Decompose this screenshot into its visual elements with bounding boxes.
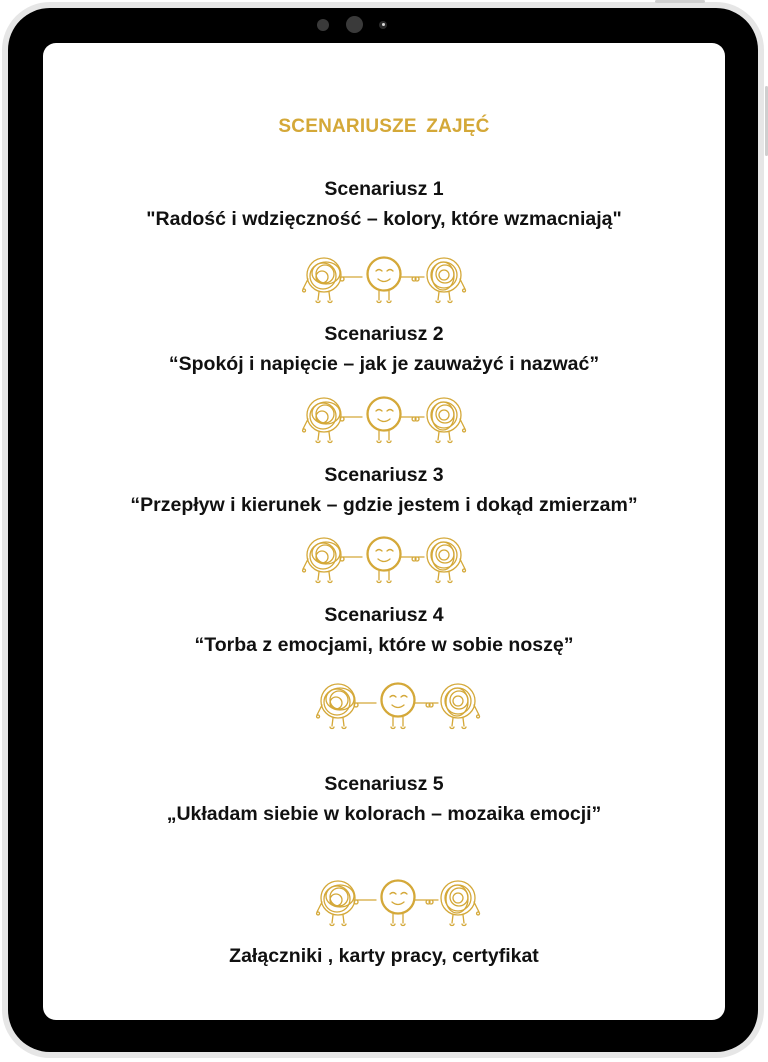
emotion-characters-icon — [294, 393, 474, 447]
scenario-label: Scenariusz 5 — [324, 773, 444, 795]
scenario-title: „Układam siebie w kolorach – mozaika emocji” — [166, 803, 602, 825]
scenario-label: Scenariusz 2 — [324, 323, 444, 345]
camera-icon — [346, 16, 363, 33]
scenario-title: "Radość i wdzięczność – kolory, które wzmacniają" — [146, 208, 622, 230]
scenario-2[interactable] — [43, 319, 725, 379]
camera-lens-icon — [379, 21, 387, 29]
attachments-link[interactable]: Załączniki , karty pracy, certyfikat — [229, 945, 539, 967]
scenario-3[interactable] — [43, 460, 725, 520]
scenario-title: “Spokój i napięcie – jak je zauważyć i nazwać” — [168, 353, 600, 375]
emotion-characters-icon — [308, 679, 488, 733]
scenario-title: “Torba z emocjami, które w sobie noszę” — [194, 634, 574, 656]
screen — [43, 43, 725, 1020]
emotion-characters-icon — [294, 253, 474, 307]
scenario-5[interactable] — [43, 769, 725, 829]
page-title: SCENARIUSZE ZAJĘĆ — [278, 116, 490, 137]
sensor-icon — [317, 19, 329, 31]
scenario-4[interactable] — [43, 600, 725, 660]
scenario-label: Scenariusz 4 — [324, 604, 444, 626]
power-button — [655, 0, 705, 3]
scenario-title: “Przepływ i kierunek – gdzie jestem i dokąd zmierzam” — [130, 494, 638, 516]
scenario-label: Scenariusz 3 — [324, 464, 444, 486]
emotion-characters-icon — [294, 533, 474, 587]
scenario-label: Scenariusz 1 — [324, 178, 444, 200]
emotion-characters-icon — [308, 876, 488, 930]
scenario-1[interactable] — [43, 174, 725, 234]
